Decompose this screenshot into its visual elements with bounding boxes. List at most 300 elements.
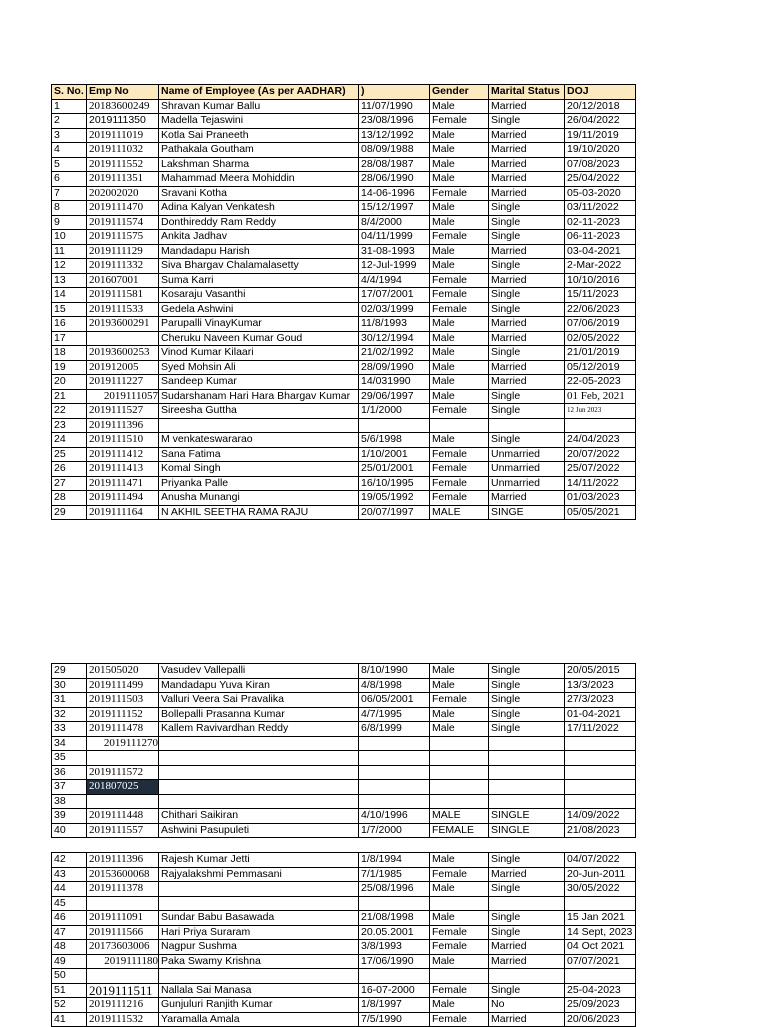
- marital-status-cell[interactable]: Married: [489, 157, 565, 172]
- dob-cell[interactable]: 08/09/1988: [359, 143, 430, 158]
- gender-cell[interactable]: Female: [430, 693, 489, 708]
- doj-cell[interactable]: 15 Jan 2021: [565, 911, 636, 926]
- name-cell[interactable]: Siva Bhargav Chalamalasetty: [159, 259, 359, 274]
- dob-cell[interactable]: [359, 794, 430, 809]
- marital-status-cell[interactable]: Unmarried: [489, 462, 565, 477]
- marital-status-cell[interactable]: [489, 765, 565, 780]
- marital-status-cell[interactable]: Single: [489, 664, 565, 679]
- name-cell[interactable]: Vasudev Vallepalli: [159, 664, 359, 679]
- gender-cell[interactable]: Male: [430, 389, 489, 404]
- name-cell[interactable]: Lakshman Sharma: [159, 157, 359, 172]
- doj-cell[interactable]: 24/04/2023: [565, 433, 636, 448]
- doj-cell[interactable]: 30/05/2022: [565, 882, 636, 897]
- name-cell[interactable]: Sana Fatima: [159, 447, 359, 462]
- doj-cell[interactable]: 17/11/2022: [565, 722, 636, 737]
- dob-cell[interactable]: 30/12/1994: [359, 331, 430, 346]
- marital-status-cell[interactable]: [489, 969, 565, 984]
- dob-cell[interactable]: 7/1/1985: [359, 867, 430, 882]
- doj-cell[interactable]: 21/01/2019: [565, 346, 636, 361]
- emp-no-cell[interactable]: 201912005: [87, 360, 159, 375]
- doj-cell[interactable]: 02/05/2022: [565, 331, 636, 346]
- doj-cell[interactable]: [565, 969, 636, 984]
- marital-status-cell[interactable]: Single: [489, 853, 565, 868]
- gender-cell[interactable]: Female: [430, 302, 489, 317]
- dob-cell[interactable]: 19/05/1992: [359, 491, 430, 506]
- sno-cell[interactable]: 34: [52, 736, 87, 751]
- doj-cell[interactable]: 05/05/2021: [565, 505, 636, 520]
- gender-cell[interactable]: MALE: [430, 809, 489, 824]
- name-cell[interactable]: Bollepalli Prasanna Kumar: [159, 707, 359, 722]
- header-sno[interactable]: S. No.: [52, 85, 87, 100]
- doj-cell[interactable]: 20/07/2022: [565, 447, 636, 462]
- name-cell[interactable]: Paka Swamy Krishna: [159, 954, 359, 969]
- doj-cell[interactable]: 2-Mar-2022: [565, 259, 636, 274]
- gender-cell[interactable]: Female: [430, 476, 489, 491]
- dob-cell[interactable]: [359, 780, 430, 795]
- sno-cell[interactable]: 19: [52, 360, 87, 375]
- marital-status-cell[interactable]: Single: [489, 722, 565, 737]
- dob-cell[interactable]: 11/07/1990: [359, 99, 430, 114]
- marital-status-cell[interactable]: [489, 736, 565, 751]
- marital-status-cell[interactable]: Married: [489, 940, 565, 955]
- gender-cell[interactable]: Male: [430, 360, 489, 375]
- marital-status-cell[interactable]: [489, 418, 565, 433]
- marital-status-cell[interactable]: Single: [489, 678, 565, 693]
- dob-cell[interactable]: 13/12/1992: [359, 128, 430, 143]
- sno-cell[interactable]: 51: [52, 983, 87, 998]
- sno-cell[interactable]: 15: [52, 302, 87, 317]
- gender-cell[interactable]: Male: [430, 215, 489, 230]
- name-cell[interactable]: Parupalli VinayKumar: [159, 317, 359, 332]
- sno-cell[interactable]: 3: [52, 128, 87, 143]
- sno-cell[interactable]: 6: [52, 172, 87, 187]
- sno-cell[interactable]: 13: [52, 273, 87, 288]
- gender-cell[interactable]: FEMALE: [430, 823, 489, 838]
- dob-cell[interactable]: [359, 765, 430, 780]
- name-cell[interactable]: [159, 896, 359, 911]
- name-cell[interactable]: Rajyalakshmi Pemmasani: [159, 867, 359, 882]
- name-cell[interactable]: Suma Karri: [159, 273, 359, 288]
- doj-cell[interactable]: [565, 780, 636, 795]
- gender-cell[interactable]: Male: [430, 664, 489, 679]
- marital-status-cell[interactable]: Unmarried: [489, 476, 565, 491]
- header-doj[interactable]: DOJ: [565, 85, 636, 100]
- gender-cell[interactable]: Female: [430, 273, 489, 288]
- emp-no-cell[interactable]: 20153600068: [87, 867, 159, 882]
- sno-cell[interactable]: 46: [52, 911, 87, 926]
- sno-cell[interactable]: 47: [52, 925, 87, 940]
- gender-cell[interactable]: Male: [430, 317, 489, 332]
- gender-cell[interactable]: [430, 736, 489, 751]
- name-cell[interactable]: Hari Priya Suraram: [159, 925, 359, 940]
- sno-cell[interactable]: 12: [52, 259, 87, 274]
- doj-cell[interactable]: 13/3/2023: [565, 678, 636, 693]
- doj-cell[interactable]: 03-04-2021: [565, 244, 636, 259]
- name-cell[interactable]: Sudarshanam Hari Hara Bhargav Kumar: [159, 389, 359, 404]
- dob-cell[interactable]: 25/01/2001: [359, 462, 430, 477]
- emp-no-cell[interactable]: 2019111350: [87, 114, 159, 129]
- emp-no-cell[interactable]: 20193600291: [87, 317, 159, 332]
- doj-cell[interactable]: 05/12/2019: [565, 360, 636, 375]
- doj-cell[interactable]: 10/10/2016: [565, 273, 636, 288]
- doj-cell[interactable]: 19/11/2019: [565, 128, 636, 143]
- dob-cell[interactable]: 15/12/1997: [359, 201, 430, 216]
- marital-status-cell[interactable]: Married: [489, 317, 565, 332]
- name-cell[interactable]: [159, 751, 359, 766]
- marital-status-cell[interactable]: Married: [489, 360, 565, 375]
- gender-cell[interactable]: Female: [430, 114, 489, 129]
- sno-cell[interactable]: 2: [52, 114, 87, 129]
- dob-cell[interactable]: 20.05.2001: [359, 925, 430, 940]
- emp-no-cell[interactable]: [87, 969, 159, 984]
- gender-cell[interactable]: [430, 896, 489, 911]
- name-cell[interactable]: Vinod Kumar Kilaari: [159, 346, 359, 361]
- marital-status-cell[interactable]: Single: [489, 346, 565, 361]
- emp-no-cell[interactable]: [87, 794, 159, 809]
- sno-cell[interactable]: 48: [52, 940, 87, 955]
- emp-no-cell[interactable]: 2019111511: [87, 983, 159, 998]
- sno-cell[interactable]: 29: [52, 664, 87, 679]
- dob-cell[interactable]: 6/8/1999: [359, 722, 430, 737]
- doj-cell[interactable]: 07/06/2019: [565, 317, 636, 332]
- sno-cell[interactable]: 5: [52, 157, 87, 172]
- emp-no-cell[interactable]: 201505020: [87, 664, 159, 679]
- dob-cell[interactable]: 28/06/1990: [359, 172, 430, 187]
- gender-cell[interactable]: Male: [430, 882, 489, 897]
- dob-cell[interactable]: 28/09/1990: [359, 360, 430, 375]
- doj-cell[interactable]: 02-11-2023: [565, 215, 636, 230]
- dob-cell[interactable]: 1/10/2001: [359, 447, 430, 462]
- dob-cell[interactable]: 31-08-1993: [359, 244, 430, 259]
- emp-no-cell[interactable]: 2019111019: [87, 128, 159, 143]
- dob-cell[interactable]: 20/07/1997: [359, 505, 430, 520]
- gender-cell[interactable]: Male: [430, 157, 489, 172]
- marital-status-cell[interactable]: Single: [489, 259, 565, 274]
- emp-no-cell[interactable]: 2019111552: [87, 157, 159, 172]
- dob-cell[interactable]: 14/031990: [359, 375, 430, 390]
- gender-cell[interactable]: Female: [430, 925, 489, 940]
- dob-cell[interactable]: 11/8/1993: [359, 317, 430, 332]
- marital-status-cell[interactable]: Single: [489, 693, 565, 708]
- sno-cell[interactable]: 43: [52, 867, 87, 882]
- marital-status-cell[interactable]: Married: [489, 244, 565, 259]
- emp-no-cell[interactable]: 2019111527: [87, 404, 159, 419]
- marital-status-cell[interactable]: Single: [489, 302, 565, 317]
- dob-cell[interactable]: 02/03/1999: [359, 302, 430, 317]
- gender-cell[interactable]: Male: [430, 954, 489, 969]
- name-cell[interactable]: Mandadapu Yuva Kiran: [159, 678, 359, 693]
- marital-status-cell[interactable]: Single: [489, 433, 565, 448]
- emp-no-cell[interactable]: 2019111396: [87, 853, 159, 868]
- dob-cell[interactable]: 3/8/1993: [359, 940, 430, 955]
- dob-cell[interactable]: 06/05/2001: [359, 693, 430, 708]
- emp-no-cell[interactable]: 201607001: [87, 273, 159, 288]
- sno-cell[interactable]: 27: [52, 476, 87, 491]
- dob-cell[interactable]: 29/06/1997: [359, 389, 430, 404]
- doj-cell[interactable]: 20/06/2023: [565, 1012, 636, 1027]
- sno-cell[interactable]: 7: [52, 186, 87, 201]
- name-cell[interactable]: Yaramalla Amala: [159, 1012, 359, 1027]
- sno-cell[interactable]: 24: [52, 433, 87, 448]
- gender-cell[interactable]: Male: [430, 128, 489, 143]
- sno-cell[interactable]: 10: [52, 230, 87, 245]
- doj-cell[interactable]: [565, 794, 636, 809]
- dob-cell[interactable]: 21/02/1992: [359, 346, 430, 361]
- doj-cell[interactable]: 12 Jun 2023: [565, 404, 636, 419]
- doj-cell[interactable]: 21/08/2023: [565, 823, 636, 838]
- emp-no-cell[interactable]: 2019111332: [87, 259, 159, 274]
- emp-no-cell[interactable]: 2019111581: [87, 288, 159, 303]
- doj-cell[interactable]: 06-11-2023: [565, 230, 636, 245]
- header-emp-no[interactable]: Emp No: [87, 85, 159, 100]
- doj-cell[interactable]: 25/04/2022: [565, 172, 636, 187]
- emp-no-cell[interactable]: 2019111351: [87, 172, 159, 187]
- doj-cell[interactable]: 19/10/2020: [565, 143, 636, 158]
- name-cell[interactable]: Valluri Veera Sai Pravalika: [159, 693, 359, 708]
- emp-no-cell[interactable]: 2019111471: [87, 476, 159, 491]
- gender-cell[interactable]: Male: [430, 998, 489, 1013]
- dob-cell[interactable]: 28/08/1987: [359, 157, 430, 172]
- emp-no-cell[interactable]: 2019111566: [87, 925, 159, 940]
- marital-status-cell[interactable]: Married: [489, 954, 565, 969]
- gender-cell[interactable]: [430, 794, 489, 809]
- emp-no-cell[interactable]: 20173603006: [87, 940, 159, 955]
- gender-cell[interactable]: [430, 765, 489, 780]
- marital-status-cell[interactable]: [489, 896, 565, 911]
- name-cell[interactable]: Shravan Kumar Ballu: [159, 99, 359, 114]
- gender-cell[interactable]: Male: [430, 678, 489, 693]
- sno-cell[interactable]: 33: [52, 722, 87, 737]
- emp-no-cell[interactable]: 201807025: [87, 780, 159, 795]
- emp-no-cell[interactable]: 2019111032: [87, 143, 159, 158]
- sno-cell[interactable]: 37: [52, 780, 87, 795]
- dob-cell[interactable]: 04/11/1999: [359, 230, 430, 245]
- doj-cell[interactable]: 25-04-2023: [565, 983, 636, 998]
- doj-cell[interactable]: [565, 736, 636, 751]
- name-cell[interactable]: [159, 969, 359, 984]
- gender-cell[interactable]: Male: [430, 172, 489, 187]
- sno-cell[interactable]: 4: [52, 143, 87, 158]
- sno-cell[interactable]: 21: [52, 389, 87, 404]
- doj-cell[interactable]: [565, 896, 636, 911]
- gender-cell[interactable]: Male: [430, 201, 489, 216]
- sno-cell[interactable]: 40: [52, 823, 87, 838]
- name-cell[interactable]: Kosaraju Vasanthi: [159, 288, 359, 303]
- doj-cell[interactable]: 01-04-2021: [565, 707, 636, 722]
- sno-cell[interactable]: 8: [52, 201, 87, 216]
- dob-cell[interactable]: 21/08/1998: [359, 911, 430, 926]
- sno-cell[interactable]: 52: [52, 998, 87, 1013]
- sno-cell[interactable]: 9: [52, 215, 87, 230]
- name-cell[interactable]: Sravani Kotha: [159, 186, 359, 201]
- name-cell[interactable]: [159, 765, 359, 780]
- gender-cell[interactable]: Male: [430, 722, 489, 737]
- doj-cell[interactable]: 22/06/2023: [565, 302, 636, 317]
- name-cell[interactable]: Donthireddy Ram Reddy: [159, 215, 359, 230]
- gender-cell[interactable]: Male: [430, 911, 489, 926]
- marital-status-cell[interactable]: Married: [489, 331, 565, 346]
- gender-cell[interactable]: Female: [430, 404, 489, 419]
- doj-cell[interactable]: 27/3/2023: [565, 693, 636, 708]
- dob-cell[interactable]: 25/08/1996: [359, 882, 430, 897]
- name-cell[interactable]: Kallem Ravivardhan Reddy: [159, 722, 359, 737]
- marital-status-cell[interactable]: [489, 794, 565, 809]
- dob-cell[interactable]: 8/10/1990: [359, 664, 430, 679]
- gender-cell[interactable]: Male: [430, 244, 489, 259]
- header-marital-status[interactable]: Marital Status: [489, 85, 565, 100]
- dob-cell[interactable]: 17/07/2001: [359, 288, 430, 303]
- sno-cell[interactable]: 14: [52, 288, 87, 303]
- name-cell[interactable]: Madella Tejaswini: [159, 114, 359, 129]
- emp-no-cell[interactable]: 2019111499: [87, 678, 159, 693]
- name-cell[interactable]: Kotla Sai Praneeth: [159, 128, 359, 143]
- marital-status-cell[interactable]: Married: [489, 128, 565, 143]
- gender-cell[interactable]: Male: [430, 331, 489, 346]
- emp-no-cell[interactable]: 2019111057: [87, 389, 159, 404]
- marital-status-cell[interactable]: Single: [489, 925, 565, 940]
- emp-no-cell[interactable]: 2019111164: [87, 505, 159, 520]
- name-cell[interactable]: Gunjuluri Ranjith Kumar: [159, 998, 359, 1013]
- sno-cell[interactable]: 1: [52, 99, 87, 114]
- name-cell[interactable]: Sandeep Kumar: [159, 375, 359, 390]
- emp-no-cell[interactable]: 2019111396: [87, 418, 159, 433]
- dob-cell[interactable]: 17/06/1990: [359, 954, 430, 969]
- sno-cell[interactable]: 44: [52, 882, 87, 897]
- doj-cell[interactable]: [565, 765, 636, 780]
- marital-status-cell[interactable]: SINGLE: [489, 823, 565, 838]
- gender-cell[interactable]: Female: [430, 1012, 489, 1027]
- emp-no-cell[interactable]: 2019111378: [87, 882, 159, 897]
- marital-status-cell[interactable]: Married: [489, 375, 565, 390]
- emp-no-cell[interactable]: 20183600249: [87, 99, 159, 114]
- marital-status-cell[interactable]: Single: [489, 707, 565, 722]
- doj-cell[interactable]: 03/11/2022: [565, 201, 636, 216]
- sno-cell[interactable]: 28: [52, 491, 87, 506]
- marital-status-cell[interactable]: [489, 751, 565, 766]
- marital-status-cell[interactable]: Single: [489, 230, 565, 245]
- name-cell[interactable]: [159, 794, 359, 809]
- sno-cell[interactable]: 11: [52, 244, 87, 259]
- emp-no-cell[interactable]: 2019111091: [87, 911, 159, 926]
- sno-cell[interactable]: 31: [52, 693, 87, 708]
- doj-cell[interactable]: 07/08/2023: [565, 157, 636, 172]
- marital-status-cell[interactable]: SINGE: [489, 505, 565, 520]
- name-cell[interactable]: Syed Mohsin Ali: [159, 360, 359, 375]
- doj-cell[interactable]: 20/12/2018: [565, 99, 636, 114]
- gender-cell[interactable]: [430, 751, 489, 766]
- gender-cell[interactable]: Female: [430, 447, 489, 462]
- name-cell[interactable]: [159, 736, 359, 751]
- emp-no-cell[interactable]: 20193600253: [87, 346, 159, 361]
- gender-cell[interactable]: Male: [430, 346, 489, 361]
- dob-cell[interactable]: [359, 969, 430, 984]
- marital-status-cell[interactable]: Single: [489, 389, 565, 404]
- doj-cell[interactable]: 14/11/2022: [565, 476, 636, 491]
- emp-no-cell[interactable]: 2019111129: [87, 244, 159, 259]
- sno-cell[interactable]: 38: [52, 794, 87, 809]
- dob-cell[interactable]: 4/4/1994: [359, 273, 430, 288]
- emp-no-cell[interactable]: 2019111470: [87, 201, 159, 216]
- doj-cell[interactable]: 05-03-2020: [565, 186, 636, 201]
- doj-cell[interactable]: 07/07/2021: [565, 954, 636, 969]
- doj-cell[interactable]: 25/09/2023: [565, 998, 636, 1013]
- dob-cell[interactable]: 8/4/2000: [359, 215, 430, 230]
- name-cell[interactable]: Cheruku Naveen Kumar Goud: [159, 331, 359, 346]
- name-cell[interactable]: Gedela Ashwini: [159, 302, 359, 317]
- emp-no-cell[interactable]: 2019111503: [87, 693, 159, 708]
- marital-status-cell[interactable]: Married: [489, 273, 565, 288]
- gender-cell[interactable]: Female: [430, 491, 489, 506]
- name-cell[interactable]: Priyanka Palle: [159, 476, 359, 491]
- gender-cell[interactable]: Female: [430, 230, 489, 245]
- doj-cell[interactable]: 25/07/2022: [565, 462, 636, 477]
- sno-cell[interactable]: 16: [52, 317, 87, 332]
- marital-status-cell[interactable]: Married: [489, 867, 565, 882]
- sno-cell[interactable]: 42: [52, 853, 87, 868]
- name-cell[interactable]: Nagpur Sushma: [159, 940, 359, 955]
- emp-no-cell[interactable]: 2019111575: [87, 230, 159, 245]
- doj-cell[interactable]: 01/03/2023: [565, 491, 636, 506]
- doj-cell[interactable]: 04/07/2022: [565, 853, 636, 868]
- emp-no-cell[interactable]: [87, 896, 159, 911]
- emp-no-cell[interactable]: 2019111533: [87, 302, 159, 317]
- header-name[interactable]: Name of Employee (As per AADHAR): [159, 85, 359, 100]
- emp-no-cell[interactable]: 2019111510: [87, 433, 159, 448]
- gender-cell[interactable]: Female: [430, 940, 489, 955]
- sno-cell[interactable]: 18: [52, 346, 87, 361]
- name-cell[interactable]: Ashwini Pasupuleti: [159, 823, 359, 838]
- gender-cell[interactable]: Male: [430, 143, 489, 158]
- sno-cell[interactable]: 41: [52, 1012, 87, 1027]
- gender-cell[interactable]: MALE: [430, 505, 489, 520]
- gender-cell[interactable]: [430, 418, 489, 433]
- dob-cell[interactable]: 7/5/1990: [359, 1012, 430, 1027]
- dob-cell[interactable]: 1/8/1997: [359, 998, 430, 1013]
- marital-status-cell[interactable]: [489, 780, 565, 795]
- dob-cell[interactable]: [359, 896, 430, 911]
- dob-cell[interactable]: [359, 418, 430, 433]
- header-dob[interactable]: ): [359, 85, 430, 100]
- emp-no-cell[interactable]: [87, 331, 159, 346]
- doj-cell[interactable]: 26/04/2022: [565, 114, 636, 129]
- emp-no-cell[interactable]: 2019111572: [87, 765, 159, 780]
- dob-cell[interactable]: [359, 751, 430, 766]
- marital-status-cell[interactable]: Married: [489, 186, 565, 201]
- emp-no-cell[interactable]: 2019111574: [87, 215, 159, 230]
- marital-status-cell[interactable]: Single: [489, 215, 565, 230]
- name-cell[interactable]: [159, 418, 359, 433]
- sno-cell[interactable]: 50: [52, 969, 87, 984]
- sno-cell[interactable]: 30: [52, 678, 87, 693]
- gender-cell[interactable]: Male: [430, 433, 489, 448]
- marital-status-cell[interactable]: Married: [489, 99, 565, 114]
- name-cell[interactable]: Komal Singh: [159, 462, 359, 477]
- name-cell[interactable]: Sundar Babu Basawada: [159, 911, 359, 926]
- marital-status-cell[interactable]: Married: [489, 491, 565, 506]
- marital-status-cell[interactable]: SINGLE: [489, 809, 565, 824]
- gender-cell[interactable]: Female: [430, 462, 489, 477]
- marital-status-cell[interactable]: Single: [489, 911, 565, 926]
- dob-cell[interactable]: 4/10/1996: [359, 809, 430, 824]
- sno-cell[interactable]: 23: [52, 418, 87, 433]
- name-cell[interactable]: Rajesh Kumar Jetti: [159, 853, 359, 868]
- dob-cell[interactable]: 14-06-1996: [359, 186, 430, 201]
- gender-cell[interactable]: Female: [430, 867, 489, 882]
- marital-status-cell[interactable]: Married: [489, 1012, 565, 1027]
- name-cell[interactable]: Anusha Munangi: [159, 491, 359, 506]
- gender-cell[interactable]: Female: [430, 983, 489, 998]
- dob-cell[interactable]: 23/08/1996: [359, 114, 430, 129]
